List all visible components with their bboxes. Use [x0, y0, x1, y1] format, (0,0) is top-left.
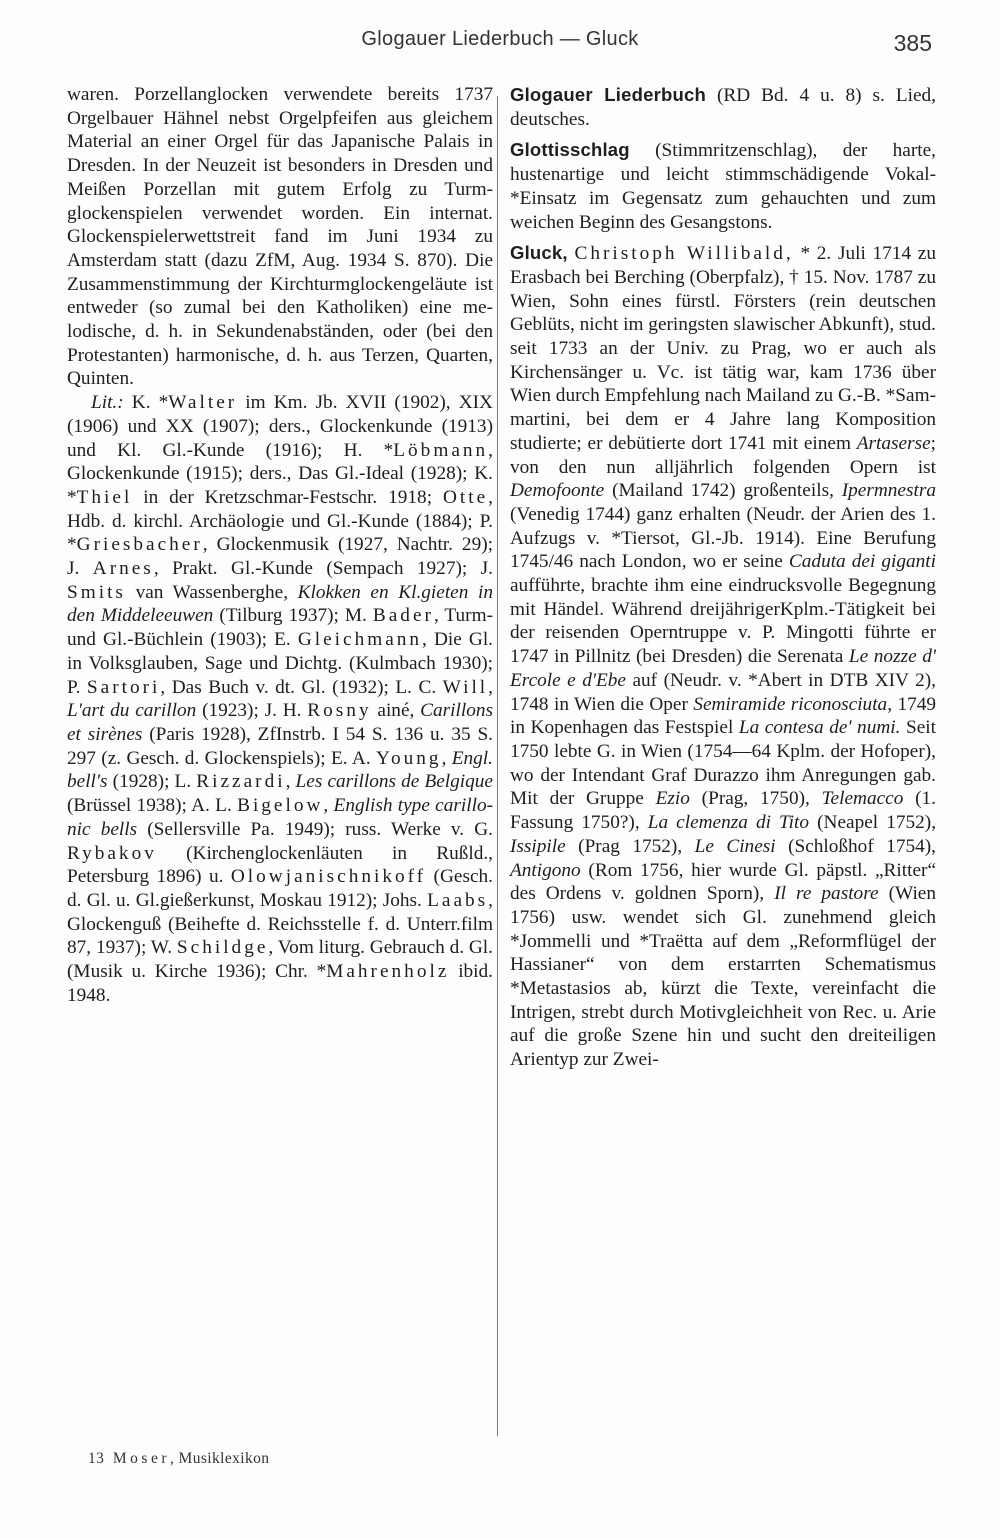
author-name: Young	[376, 747, 442, 769]
author-name: Sartori	[86, 676, 161, 698]
work-title: Artaserse	[856, 432, 931, 454]
author-name: Smits	[67, 581, 126, 603]
author-name: Schildge	[176, 937, 269, 959]
work-title: Le Cinesi	[694, 835, 776, 857]
lit-text: ,	[488, 676, 493, 698]
author-name: Olowjanischnikoff	[230, 866, 427, 888]
entry-text: (Prag 1752),	[578, 835, 695, 857]
entry-text: (Prag, 1750),	[701, 788, 822, 810]
lit-text: (Sellersville Pa. 1949); russ. Werke v. G.	[147, 818, 493, 840]
author-name: Otte	[442, 486, 489, 508]
work-title: Le nozze d' Ercole e d'Ebe	[510, 646, 936, 691]
work-title: Caduta dei giganti	[788, 551, 937, 573]
work-title: Klokken en Kl.gieten in den Middeleeuwen	[67, 581, 493, 627]
entry-text: (Venedig 1744) ganz erhalten (Neudr. der Arien des 1. Aufzugs v. *Tiersot, Gl.-Jb. 1914). Eine Berufung 1745/46 nach London, wo er seine	[510, 503, 936, 573]
entry-text: (Schloßhof 1754),	[788, 835, 936, 857]
entry-text: auf (Neudr. v. *Abert in DTB XIV 2), 1748 in Wien die Oper	[510, 669, 936, 715]
lit-text: (Paris 1928), ZfInstrb. I 54 S. 136 u. 35 S. 297 (z. Gesch. d. Glockenspiels); E. A.	[67, 723, 493, 769]
lit-text: (Kirchenglockenläuten in Rußld., Petersburg 1896) u.	[67, 842, 493, 888]
work-title: Antigono	[510, 859, 581, 881]
entry-text: ; von den nun alljährlich folgenden Opern ist	[510, 432, 936, 478]
entry-gluck	[510, 241, 936, 1072]
author-name: Will	[442, 676, 489, 698]
author-name: Laabs	[427, 889, 489, 911]
headword: Gluck,	[510, 242, 568, 264]
entry-glottisschlag	[510, 138, 936, 234]
entry-text: (Stimmritzenschlag), der harte, hustenartige und leicht stimmschädigende Vokal-*Einsatz im Gegensatz zum gehauchten und zum weichen Beginn des Gesangstons.	[510, 140, 936, 233]
literature-paragraph	[67, 391, 493, 1007]
running-head: Glogauer Liederbuch — Gluck	[361, 28, 639, 50]
lit-label: Lit.:	[91, 392, 124, 414]
page-number: 385	[893, 30, 932, 56]
entry-text: (Mailand 1742) großenteils,	[612, 480, 842, 502]
author-name: Mahrenholz	[326, 961, 450, 983]
entry-text: * 2. Juli 1714 zu Erasbach bei Berching (Oberpfalz), † 15. Nov. 1787 zu Wien, Sohn eines fürstl. Försters (rein deutschen Geblüts, nicht im geringsten slawischer Abkunft), stud. seit 1733 an der Univ. zu Prag, wo er auch als Kirchensänger u. Vc. ist tätig war, kam 1736 über Wien durch Empfehlung nach Mailand zu G.-B. *Sammartini, bei dem er 4 Jahre lang Komposition studierte; er debütierte dort 1741 mit einem	[510, 243, 936, 454]
lit-text: van Wassenberghe,	[135, 581, 298, 603]
author-name: Rizzardi	[196, 771, 286, 793]
left-column	[67, 83, 493, 1007]
work-title: Telemacco	[821, 788, 904, 810]
entry-text: aufführte, brachte ihm eine eindrucksvolle Begegnung mit Händel. Während dreijährigerKplm.-Tätigkeit bei der reisenden Operntruppe v. P. Mingotti führte er 1747 in Pillnitz (bei Dresden) die Serenata	[510, 575, 936, 668]
lit-text: in der Kretzschmar-Festschr. 1918;	[143, 486, 443, 508]
lit-text: , Hdb. d. kirchl. Archäologie und Gl.-Kunde (1884); P. *	[67, 486, 493, 556]
entry-text: (RD Bd. 4 u. 8) s. Lied, deutsches.	[510, 85, 937, 130]
column-divider	[497, 96, 498, 1436]
lit-text: (Gesch. d. Gl. u. Gl.gießerkunst, Moskau 1912); Johs.	[67, 866, 493, 911]
signature-number: 13	[88, 1450, 105, 1467]
author-name: Bigelow	[237, 795, 324, 817]
right-column	[510, 83, 936, 1072]
work-title: Issipile	[510, 835, 566, 857]
author-name: Gleichmann	[297, 629, 423, 651]
entry-text: 1749 in Kopenhagen das Festspiel	[510, 693, 936, 739]
lit-text: , Prakt. Gl.-Kunde (Sempach 1927); J.	[153, 558, 493, 580]
lit-text: , Glockenmusik (1927, Nachtr. 29); J.	[67, 534, 493, 580]
author-name: Löbmann	[393, 439, 489, 461]
work-title: La contesa de' numi.	[738, 717, 901, 739]
entry-text: (Rom 1756, hier wurde Gl. päpstl. „Ritter“ des Ordens v. goldnen Sporn),	[510, 859, 937, 905]
person-name: Christoph Willibald,	[574, 243, 794, 265]
lit-text: ainé,	[377, 700, 421, 722]
lit-text: (Tilburg 1937); M.	[219, 605, 373, 627]
lit-text: ,	[285, 771, 296, 793]
author-name: Thiel	[76, 486, 133, 508]
lit-text: K. *	[131, 392, 169, 414]
author-name: Rosny	[307, 700, 372, 722]
lit-text: ibid. 1948.	[67, 961, 494, 1006]
work-title: Semiramide riconosciuta,	[693, 693, 893, 715]
author-name: Bader	[372, 605, 434, 627]
entry-text: (Wien 1756) usw. wendet sich Gl. zunehmend gleich *Jommelli und *Traëtta auf dem „Reformflügel der Hassianer“ von dem erstarrten Schematismus *Metastasios ab, kürzt die Texte, vereinfacht die Intrigen, strebt durch Motivgleichheit von Rec. u. Arie auf die große Szene hin und sucht den dreiteiligen Arientyp zur Zwei-	[510, 883, 936, 1071]
entry-text: (Neapel 1752),	[817, 812, 937, 834]
work-title: Les carillons de Belgique	[295, 771, 493, 793]
headword: Glottisschlag	[510, 139, 630, 161]
page-footer	[88, 1450, 269, 1468]
work-title: Engl. bell's	[67, 747, 493, 793]
author-name: Arnes	[92, 558, 154, 580]
work-title: Ezio	[655, 788, 690, 810]
lit-text: , Vom liturg. Gebrauch d. Gl. (Musik u. Kirche 1936); Chr. *	[67, 937, 493, 983]
entry-glogauer-liederbuch	[510, 83, 936, 131]
lit-text: , Das Buch v. dt. Gl. (1932); L. C.	[160, 676, 443, 698]
author-name: Griesbacher	[76, 534, 203, 556]
headword: Glogauer Liederbuch	[510, 84, 707, 105]
work-title: English type carillonic bells	[67, 795, 494, 840]
lit-text: , Glockenkunde (1915); ders., Das Gl.-Ideal (1928); K. *	[67, 439, 493, 508]
work-title: La clemenza di Tito	[647, 812, 810, 834]
lit-text: (1928); L.	[112, 771, 197, 793]
entry-text: (1. Fassung 1750?),	[510, 788, 937, 834]
entry-text: Seit 1750 lebte G. in Wien (1754—64 Kplm. der Hofoper), wo der Intendant Graf Durazzo ihm Anregungen gab. Mit der Gruppe	[510, 717, 936, 810]
continued-paragraph: waren. Porzellanglocken verwendete bereits 1737 Orgelbauer Hähnel nebst Orgelpfeifen aus gleichem Material an einer Orgel für das Japanische Palais in Dresden. In der Neuzeit ist besonders in Dresden und Meißen Porzellan mit gutem Erfolg zu Turmglockenspielen verwendet worden. Ein internat. Glockenspielerwettstreit fand im Juni 1934 zu Amsterdam statt (dazu ZfM, Aug. 1934 S. 870). Die Zusammenstimmung der Kirchturmglockengeläute ist entweder (so zumal bei den Katholiken) eine melodische, d. h. in Sekundenabständen, oder (bei den Protestanten) harmonische, d. h. aus Terzen, Quarten, Quinten.	[67, 84, 493, 390]
work-title: Demofoonte	[510, 480, 605, 502]
lit-text: , Die Gl. in Volksglauben, Sage und Dichtg. (Kulmbach 1930); P.	[67, 629, 494, 698]
lit-text: , Glockenguß (Beihefte d. Reichsstelle f. d. Unterr.film 87, 1937); W.	[67, 889, 493, 959]
lit-text: (1923); J. H.	[202, 700, 308, 722]
work-title: Carillons et sirènes	[67, 700, 493, 745]
lit-text: ,	[441, 747, 452, 769]
lit-text: ,	[323, 795, 334, 817]
footer-title: , Musiklexikon	[169, 1450, 270, 1467]
author-name: Rybakov	[67, 842, 157, 864]
author-name: Walter	[168, 392, 238, 414]
footer-author: Moser	[112, 1450, 170, 1467]
lit-text: , Turm- und Gl.-Büchlein (1903); E.	[67, 605, 494, 651]
lit-text: im Km. Jb. XVII (1902), XIX (1906) und XX (1907); ders., Glockenkunde (1913) und Kl. Gl.-Kunde (1916); H. *	[67, 392, 493, 461]
work-title: Il re pastore	[774, 883, 879, 905]
lit-text: (Brüssel 1938); A. L.	[67, 795, 238, 817]
work-title: L'art du carillon	[67, 700, 197, 722]
work-title: Ipermnestra	[841, 480, 936, 502]
